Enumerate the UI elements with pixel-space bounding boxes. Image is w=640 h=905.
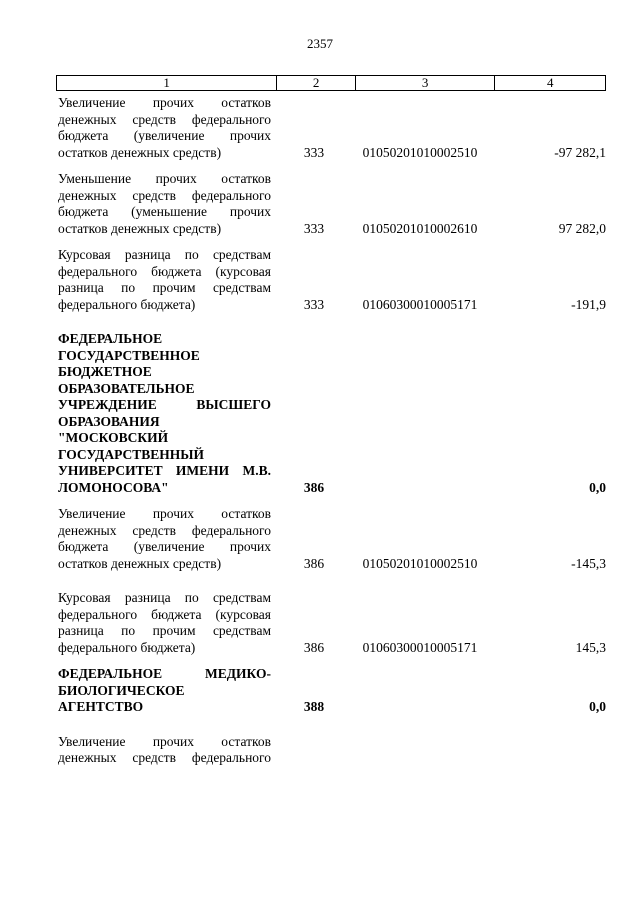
row-budget-code: 01050201010002610 (362, 220, 478, 236)
row-amount: 145,3 (575, 639, 606, 655)
row-code: 386 (303, 639, 325, 655)
row-name: Увеличение прочих остатков денежных средств федерального (58, 733, 271, 765)
row-amount: 97 282,0 (558, 220, 606, 236)
table-row (0, 95, 640, 161)
row-code: 388 (303, 699, 325, 714)
table-body (0, 95, 640, 777)
row-amount: 0,0 (589, 699, 606, 714)
table-row (0, 247, 640, 313)
row-name: Увеличение прочих остатков денежных средств федерального бюджета (увеличение прочих остатков денежных средств) (58, 506, 271, 571)
row-amount: -97 282,1 (554, 144, 606, 160)
row-amount: -145,3 (571, 555, 606, 571)
table-row (0, 666, 640, 716)
column-header-1: 1 (57, 76, 277, 90)
row-name: Уменьшение прочих остатков денежных средств федерального бюджета (уменьшение прочих остатков денежных средств) (58, 171, 271, 236)
table-row (0, 171, 640, 237)
page-number: 2357 (307, 36, 333, 51)
row-amount: -191,9 (571, 296, 606, 312)
column-header-3: 3 (356, 76, 495, 90)
row-amount: 0,0 (589, 479, 606, 495)
column-header-4: 4 (546, 75, 554, 90)
row-name: Курсовая разница по средствам федерального бюджета (курсовая разница по прочим средствам федерального бюджета) (58, 590, 271, 655)
row-budget-code: 01060300010005171 (362, 296, 478, 312)
column-header-2: 2 (277, 76, 356, 90)
row-code: 333 (303, 296, 325, 312)
row-name: Курсовая разница по средствам федерального бюджета (курсовая разница по прочим средствам федерального бюджета) (58, 247, 271, 312)
table-row (0, 331, 640, 496)
table-row (0, 590, 640, 656)
row-code: 333 (303, 144, 325, 160)
row-budget-code: 01060300010005171 (362, 639, 478, 655)
row-name: ФЕДЕРАЛЬНОЕ МЕДИКО-БИОЛОГИЧЕСКОЕ АГЕНТСТВО (58, 666, 271, 714)
row-code: 333 (303, 220, 325, 236)
row-code: 386 (303, 479, 325, 495)
row-code: 386 (303, 555, 325, 571)
table-header (56, 75, 606, 91)
table-row (0, 506, 640, 572)
row-budget-code: 01050201010002510 (362, 144, 478, 160)
row-name: Увеличение прочих остатков денежных средств федерального бюджета (увеличение прочих остатков денежных средств) (58, 95, 271, 160)
table-row (0, 734, 640, 767)
row-budget-code: 01050201010002510 (362, 555, 478, 571)
row-name: ФЕДЕРАЛЬНОЕ ГОСУДАРСТВЕННОЕ БЮДЖЕТНОЕ ОБРАЗОВАТЕЛЬНОЕ УЧРЕЖДЕНИЕ ВЫСШЕГО ОБРАЗОВАНИЯ "МОСКОВСКИЙ ГОСУДАРСТВЕННЫЙ УНИВЕРСИТЕТ ИМЕНИ М.В. ЛОМОНОСОВА" (58, 331, 271, 495)
